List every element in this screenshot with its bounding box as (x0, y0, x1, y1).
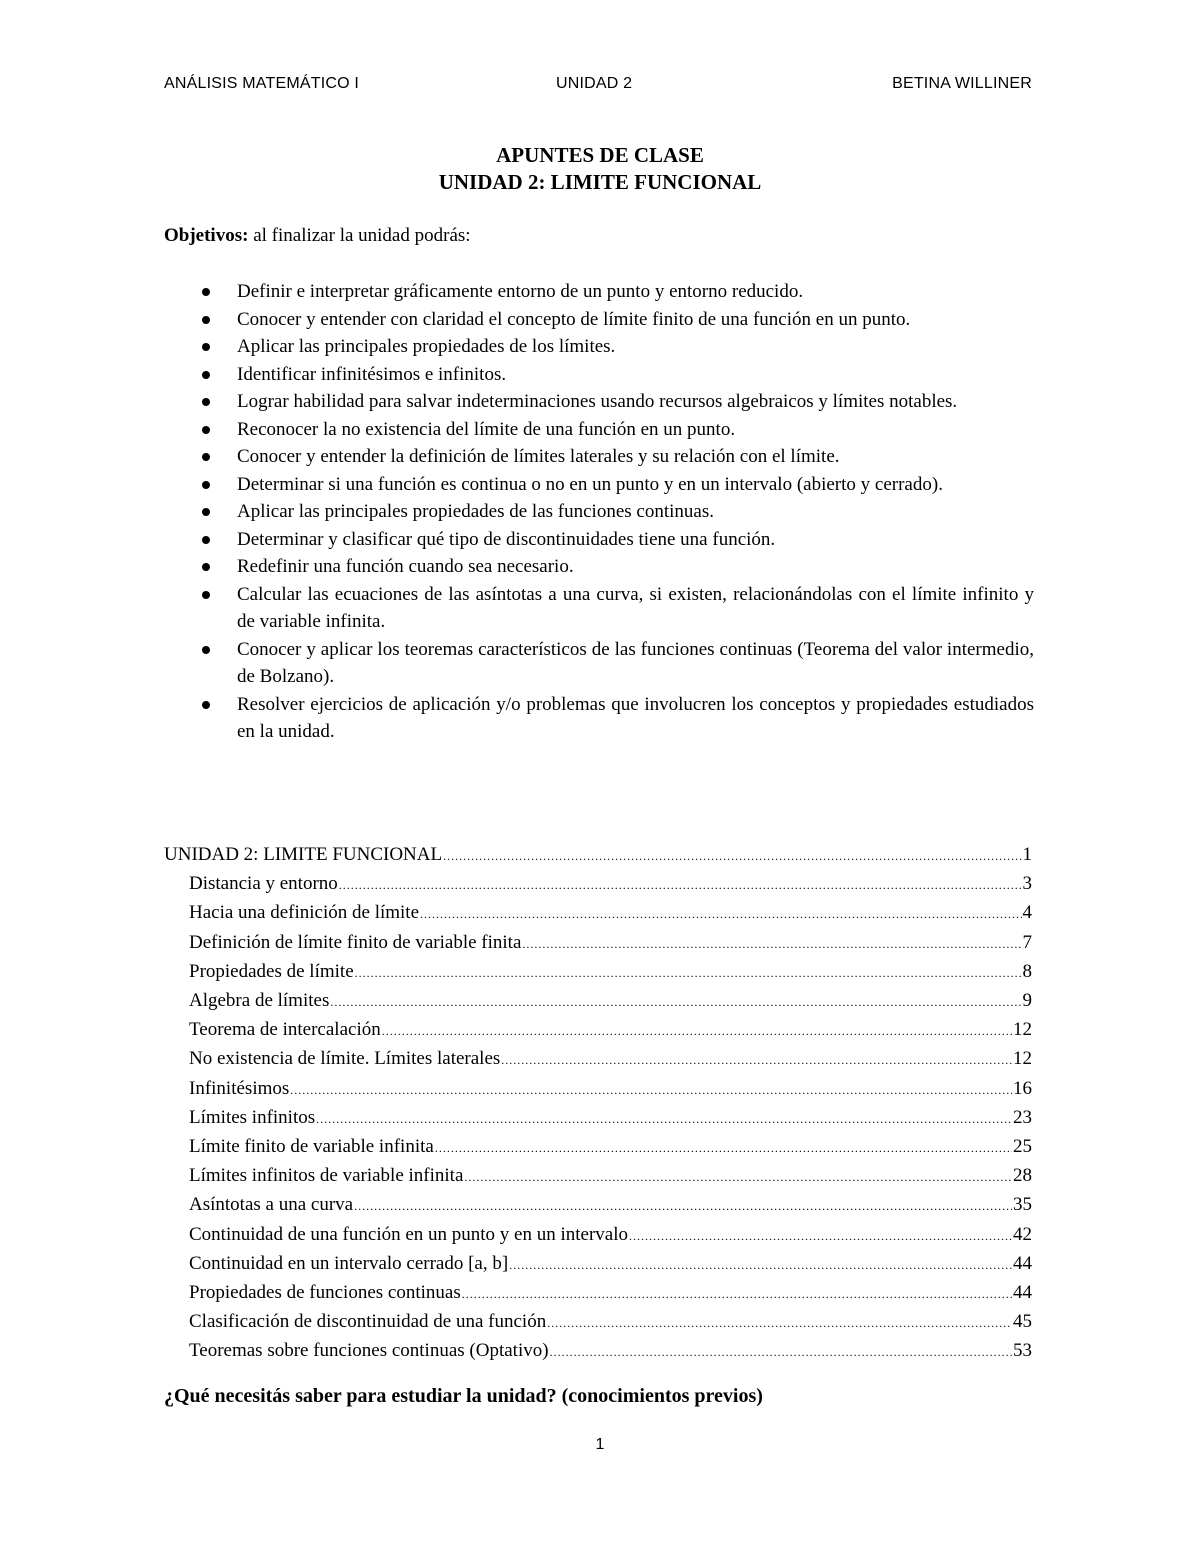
toc-dot-leader (464, 1164, 1012, 1191)
objective-item: Conocer y entender la definición de límites laterales y su relación con el límite. (164, 443, 1034, 471)
toc-dot-leader (354, 1193, 1012, 1220)
toc-entry-title: UNIDAD 2: LIMITE FUNCIONAL (164, 844, 443, 865)
header-author: BETINA WILLINER (892, 75, 1032, 92)
toc-entry-title: Asíntotas a una curva (189, 1194, 354, 1216)
document-subtitle: UNIDAD 2: LIMITE FUNCIONAL (438, 170, 762, 194)
toc-entry-title: Definición de límite finito de variable finita (189, 931, 522, 953)
toc-entry-title: Límites infinitos de variable infinita (189, 1165, 464, 1187)
toc-entry-title: Límites infinitos (189, 1106, 316, 1128)
toc-entry[interactable] (164, 1191, 1032, 1220)
objectives-label: Objetivos: (164, 225, 249, 246)
objective-item: Identificar infinitésimos e infinitos. (164, 361, 1034, 389)
toc-entry-title: Teorema de intercalación (189, 1019, 381, 1041)
toc-entry-page: 16 (1013, 1077, 1032, 1099)
toc-entry-page: 7 (1022, 931, 1032, 953)
toc-entry[interactable] (164, 899, 1032, 928)
toc-dot-leader (462, 1281, 1012, 1308)
toc-entry-page: 9 (1022, 990, 1032, 1012)
table-of-contents (164, 841, 1032, 1367)
toc-entry-page: 3 (1022, 873, 1032, 895)
toc-dot-leader (509, 1252, 1012, 1279)
toc-entry-page: 25 (1013, 1136, 1032, 1158)
objective-item: Conocer y entender con claridad el concepto de límite finito de una función en un punto. (164, 306, 1034, 334)
toc-entry-title: Límite finito de variable infinita (189, 1136, 434, 1158)
toc-entry[interactable] (164, 1016, 1032, 1045)
objective-item: Aplicar las principales propiedades de los límites. (164, 333, 1034, 361)
document-title: APUNTES DE CLASE (496, 143, 704, 167)
objectives-intro (164, 223, 471, 249)
toc-entry[interactable] (164, 1075, 1032, 1104)
toc-entry-page: 44 (1013, 1282, 1032, 1304)
toc-entry-page: 28 (1013, 1165, 1032, 1187)
objectives-intro-text: al finalizar la unidad podrás: (248, 225, 471, 246)
toc-entry[interactable] (164, 1045, 1032, 1074)
toc-entry[interactable] (164, 1162, 1032, 1191)
toc-entry-page: 23 (1013, 1106, 1032, 1128)
toc-entry[interactable] (164, 1221, 1032, 1250)
toc-entry-title: Clasificación de discontinuidad de una función (189, 1311, 547, 1333)
toc-entry[interactable] (164, 870, 1032, 899)
header-course: ANÁLISIS MATEMÁTICO I (164, 75, 360, 92)
toc-entry[interactable] (164, 841, 1032, 870)
toc-entry[interactable] (164, 987, 1032, 1016)
toc-entry[interactable] (164, 1133, 1032, 1162)
toc-entry-title: Infinitésimos (189, 1077, 290, 1099)
toc-entry-page: 42 (1013, 1223, 1032, 1245)
toc-entry-page: 44 (1013, 1252, 1032, 1274)
prior-knowledge-heading: ¿Qué necesitás saber para estudiar la unidad? (conocimientos previos) (164, 1385, 763, 1407)
toc-dot-leader (339, 872, 1022, 899)
toc-entry-page: 4 (1022, 902, 1032, 924)
toc-entry[interactable] (164, 958, 1032, 987)
objective-item: Calcular las ecuaciones de las asíntotas a una curva, si existen, relacionándolas con el límite infinito y de variable infinita. (164, 581, 1034, 636)
objective-item: Reconocer la no existencia del límite de una función en un punto. (164, 416, 1034, 444)
toc-entry[interactable] (164, 1279, 1032, 1308)
toc-entry-title: Propiedades de funciones continuas (189, 1282, 461, 1304)
objective-item: Conocer y aplicar los teoremas característicos de las funciones continuas (Teorema del valor intermedio, de Bolzano). (164, 636, 1034, 691)
toc-dot-leader (382, 1018, 1012, 1045)
toc-dot-leader (330, 989, 1021, 1016)
toc-entry-page: 12 (1013, 1019, 1032, 1041)
toc-entry-title: Algebra de límites (189, 990, 330, 1012)
toc-entry-page: 53 (1013, 1340, 1032, 1362)
objective-item: Determinar si una función es continua o no en un punto y en un intervalo (abierto y cerrado). (164, 471, 1034, 499)
toc-dot-leader (547, 1310, 1012, 1337)
objective-item: Lograr habilidad para salvar indeterminaciones usando recursos algebraicos y límites notables. (164, 388, 1034, 416)
toc-entry[interactable] (164, 1337, 1032, 1366)
toc-dot-leader (522, 931, 1021, 958)
objectives-list (164, 278, 1034, 746)
header-unit: UNIDAD 2 (556, 75, 633, 92)
toc-dot-leader (355, 960, 1022, 987)
toc-entry-title: Teoremas sobre funciones continuas (Optativo) (189, 1340, 549, 1362)
page-number: 1 (595, 1436, 605, 1453)
toc-entry-page: 8 (1022, 960, 1032, 982)
toc-dot-leader (629, 1223, 1012, 1250)
toc-entry-title: Continuidad de una función en un punto y en un intervalo (189, 1223, 629, 1245)
toc-dot-leader (420, 901, 1021, 928)
toc-entry[interactable] (164, 1104, 1032, 1133)
objective-item: Aplicar las principales propiedades de las funciones continuas. (164, 498, 1034, 526)
toc-entry-page: 12 (1013, 1048, 1032, 1070)
toc-dot-leader (435, 1135, 1012, 1162)
toc-dot-leader (550, 1339, 1012, 1366)
toc-entry-title: Propiedades de límite (189, 960, 354, 982)
toc-entry[interactable] (164, 1308, 1032, 1337)
toc-entry-page: 45 (1013, 1311, 1032, 1333)
toc-entry-page: 35 (1013, 1194, 1032, 1216)
toc-dot-leader (316, 1106, 1012, 1133)
objective-item: Resolver ejercicios de aplicación y/o problemas que involucren los conceptos y propiedades estudiados en la unidad. (164, 691, 1034, 746)
toc-dot-leader (443, 843, 1021, 870)
objective-item: Determinar y clasificar qué tipo de discontinuidades tiene una función. (164, 526, 1034, 554)
toc-entry[interactable] (164, 929, 1032, 958)
toc-entry[interactable] (164, 1250, 1032, 1279)
objective-item: Definir e interpretar gráficamente entorno de un punto y entorno reducido. (164, 278, 1034, 306)
toc-entry-title: Hacia una definición de límite (189, 902, 420, 924)
toc-entry-page: 1 (1022, 844, 1032, 865)
toc-entry-title: Continuidad en un intervalo cerrado [a, b] (189, 1252, 509, 1274)
toc-entry-title: No existencia de límite. Límites laterales (189, 1048, 501, 1070)
toc-dot-leader (290, 1077, 1012, 1104)
toc-entry-title: Distancia y entorno (189, 873, 338, 895)
objective-item: Redefinir una función cuando sea necesario. (164, 553, 1034, 581)
toc-dot-leader (501, 1047, 1012, 1074)
